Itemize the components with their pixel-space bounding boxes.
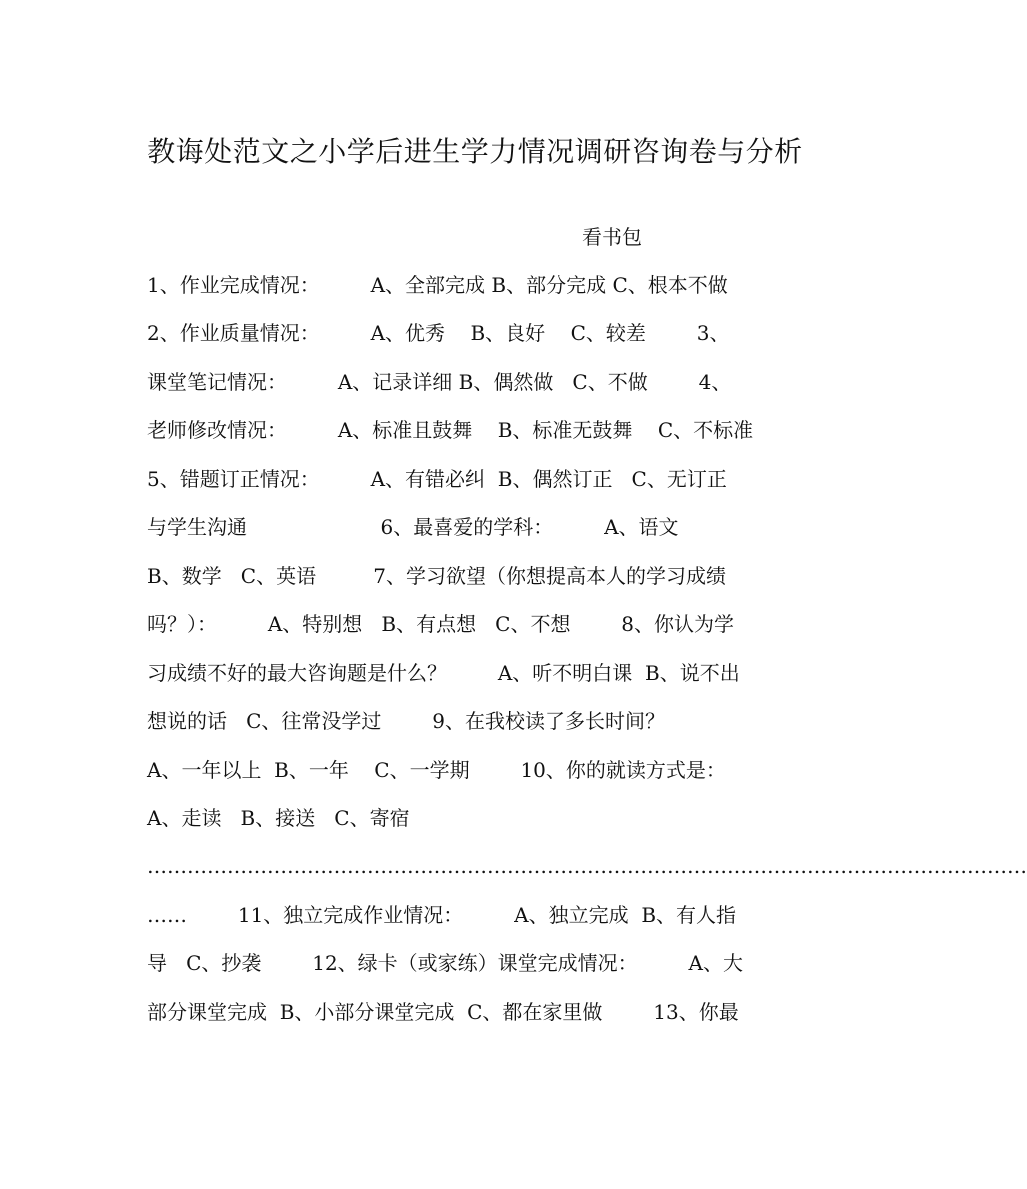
question-line: 5、错题订正情况： A、有错必纠 B、偶然订正 C、无订正 — [147, 467, 727, 491]
question-line: 课堂笔记情况： A、记录详细 B、偶然做 C、不做 4、 — [147, 370, 732, 394]
question-line: A、走读 B、接送 C、寄宿 — [147, 806, 410, 830]
question-line: 吗？）： A、特别想 B、有点想 C、不想 8、你认为学 — [147, 612, 735, 636]
question-line: A、一年以上 B、一年 C、一学期 10、你的就读方式是： — [147, 758, 726, 782]
question-line: 导 C、抄袭 12、绿卡（或家练）课堂完成情况： A、大 — [147, 951, 743, 975]
question-line: 老师修改情况： A、标准且鼓舞 B、标准无鼓舞 C、不标准 — [147, 418, 754, 442]
section-subtitle: 看书包 — [582, 225, 642, 249]
question-line: 习成绩不好的最大咨询题是什么？ A、听不明白课 B、说不出 — [147, 661, 740, 685]
question-line: 想说的话 C、往常没学过 9、在我校读了多长时间？ — [147, 709, 665, 733]
question-line: 2、作业质量情况： A、优秀 B、良好 C、较差 3、 — [147, 321, 730, 345]
question-line: 1、作业完成情况： A、全部完成 B、部分完成 C、根本不做 — [147, 273, 728, 297]
dotted-separator: …………………………………………………………………………………………………………………… — [147, 854, 1027, 878]
document-title: 教诲处范文之小学后进生学力情况调研咨询卷与分析 — [147, 135, 803, 168]
question-line: 与学生沟通 6、最喜爱的学科： A、语文 — [147, 515, 679, 539]
question-line: B、数学 C、英语 7、学习欲望（你想提高本人的学习成绩 — [147, 564, 727, 588]
question-line: …… 11、独立完成作业情况： A、独立完成 B、有人指 — [147, 903, 737, 927]
question-line: 部分课堂完成 B、小部分课堂完成 C、都在家里做 13、你最 — [147, 1000, 739, 1024]
